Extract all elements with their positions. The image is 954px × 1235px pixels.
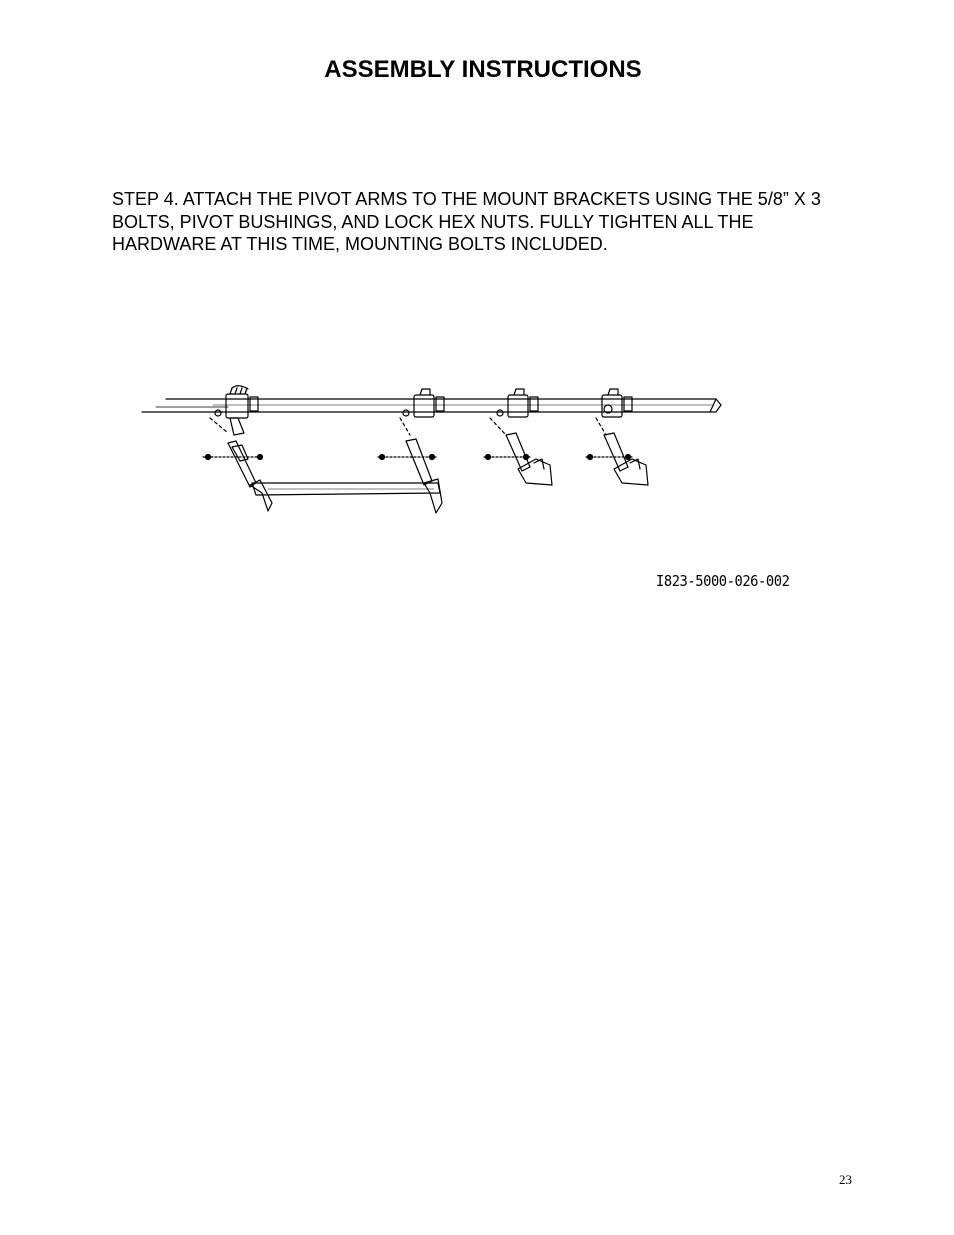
page-number: 23 [839,1172,852,1187]
figure-part-number: I823-5000-026-002 [656,572,790,590]
page-title: ASSEMBLY INSTRUCTIONS [324,56,642,83]
assembly-illustration [138,385,728,520]
step-4-instructions: STEP 4. ATTACH THE PIVOT ARMS TO THE MOUNT BRACKETS USING THE 5/8” X 3 BOLTS, PIVOT BUSHINGS, AND LOCK HEX NUTS. FULLY TIGHTEN ALL THE HARDWARE AT THIS TIME, MOUNTING BOLTS INCLUDED. [112,189,821,254]
